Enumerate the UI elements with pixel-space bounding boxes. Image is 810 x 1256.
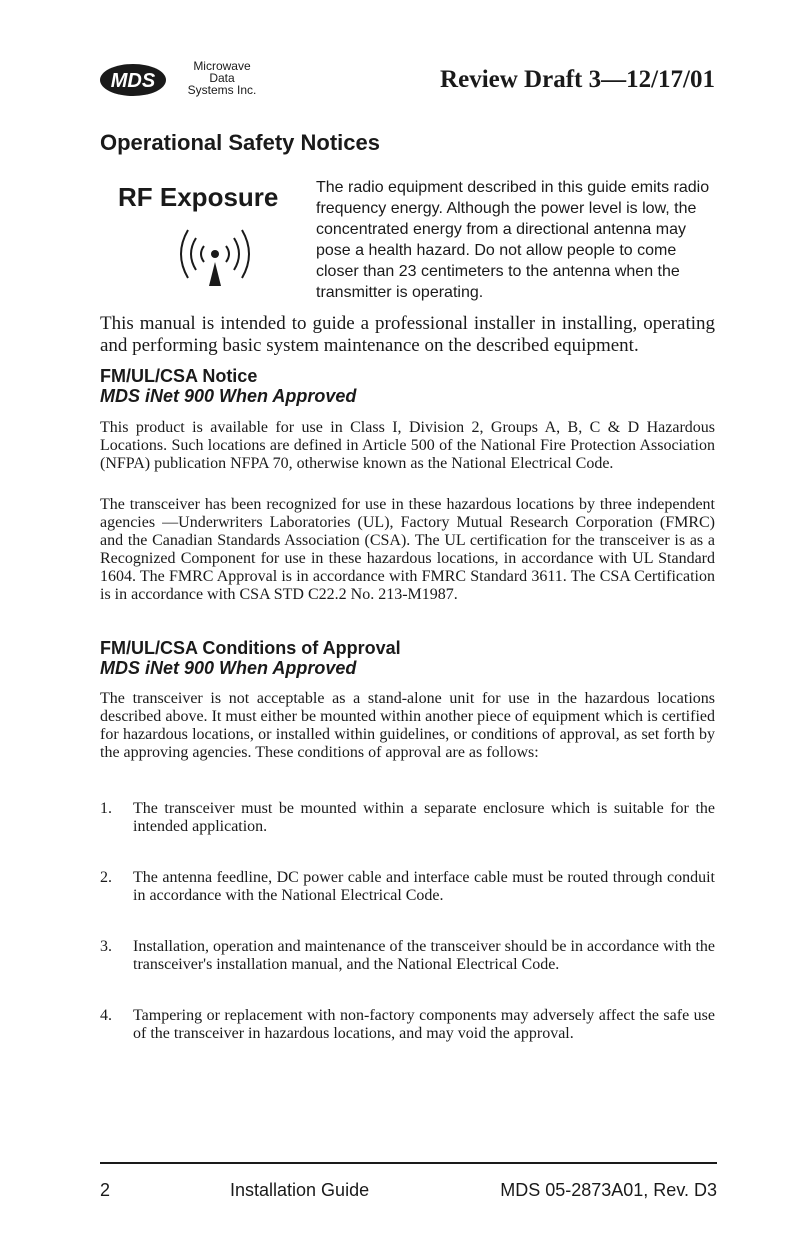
notice-subtitle: MDS iNet 900 When Approved [100, 386, 357, 406]
notice-title: FM/UL/CSA Notice [100, 366, 258, 386]
conditions-heading [100, 638, 401, 678]
list-item [100, 800, 715, 836]
list-item [100, 938, 715, 974]
list-item-text: The antenna feedline, DC power cable and interface cable must be routed through conduit in accordance with the National Electrical Code. [133, 869, 715, 904]
rf-exposure-text: The radio equipment described in this guide emits radio frequency energy. Although the power level is low, the concentrated energy from a directional antenna may pose a health hazard. Do not allow people to come closer than 23 centimeters to the antenna when the transmitter is operating. [316, 179, 710, 301]
logo-line-1: Microwave [193, 59, 251, 73]
list-item-text: Installation, operation and maintenance of the transceiver should be in accordance with the transceiver's installation manual, and the National Electrical Code. [133, 938, 715, 973]
mds-logo-mark [100, 62, 170, 98]
notice-paragraph-1: This product is available for use in Class I, Division 2, Groups A, B, C & D Hazardous Locations. Such locations are defined in Article 500 of the National Fire Protection Association (NFPA) publication NFPA 70, otherwise known as the National Electrical Code. [100, 419, 715, 472]
footer-guide-name: Installation Guide [230, 1180, 370, 1200]
list-item-number: 3. [100, 938, 112, 955]
company-logo [100, 58, 275, 104]
logo-mark-text: MDS [110, 70, 156, 92]
conditions-subtitle: MDS iNet 900 When Approved [100, 658, 357, 678]
logo-line-2: Data [209, 71, 235, 85]
rf-exposure-title: RF Exposure [118, 182, 279, 212]
notice-heading [100, 366, 356, 406]
list-item [100, 869, 715, 905]
page-number: 2 [100, 1180, 111, 1200]
list-item-number: 1. [100, 800, 112, 817]
conditions-intro: The transceiver is not acceptable as a stand-alone unit for use in the hazardous locations described above. It must either be mounted within another piece of equipment which is certified for hazardous locations, or installed within guidelines, or conditions of approval, as set forth by the approving agencies. These conditions of approval are as follows: [100, 690, 715, 761]
footer-document-id: MDS 05-2873A01, Rev. D3 [500, 1180, 717, 1200]
list-item-number: 2. [100, 869, 112, 886]
notice-paragraph-2: The transceiver has been recognized for use in these hazardous locations by three independent agencies —Underwriters Laboratories (UL), Factory Mutual Research Corporation (FMRC) and the Canadian Standards Association (CSA). The UL certification for the transceiver is as a Recognized Component for use in these hazardous locations, in accordance with UL Standard 1604. The FMRC Approval is in accordance with FMRC Standard 3611. The CSA Certification is in accordance with CSA STD C22.2 No. 213-M1987. [100, 496, 715, 603]
conditions-list [100, 800, 715, 1043]
list-item-text: Tampering or replacement with non-factory components may adversely affect the safe use of the transceiver in hazardous locations, and may void the approval. [133, 1007, 715, 1042]
list-item-number: 4. [100, 1007, 112, 1024]
section-title: Operational Safety Notices [100, 130, 380, 155]
rf-radiation-icon [160, 224, 270, 298]
footer-divider [100, 1162, 717, 1164]
list-item-text: The transceiver must be mounted within a separate enclosure which is suitable for the intended application. [133, 800, 715, 835]
list-item [100, 1007, 715, 1043]
logo-company-name [172, 60, 272, 96]
conditions-title: FM/UL/CSA Conditions of Approval [100, 638, 401, 658]
manual-intro: This manual is intended to guide a professional installer in installing, operating and performing basic system maintenance on the described equipment. [100, 313, 715, 356]
draft-title: Review Draft 3—12/17/01 [440, 66, 715, 93]
logo-line-3: Systems Inc. [187, 83, 257, 97]
